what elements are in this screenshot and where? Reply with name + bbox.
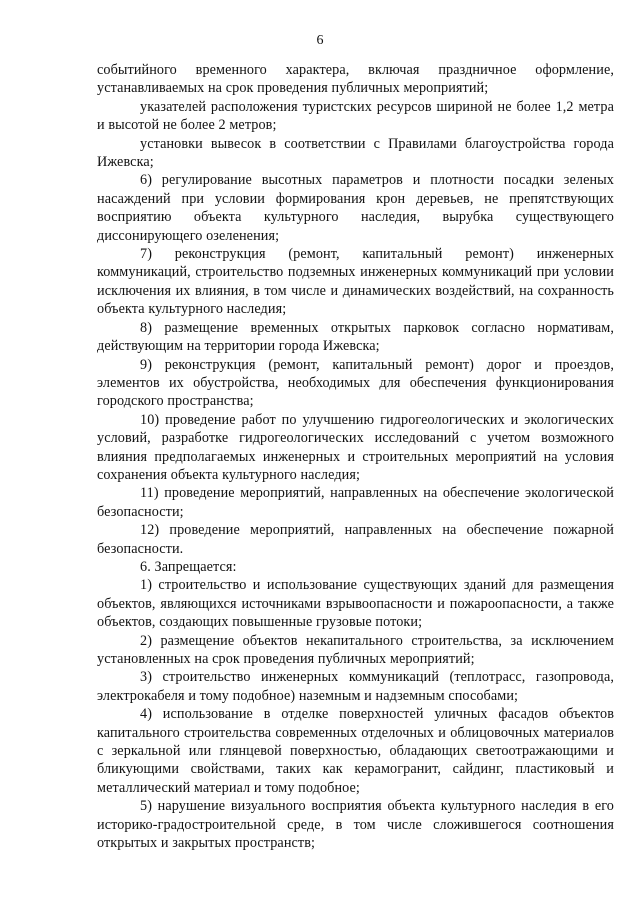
paragraph-tourist-signs: указателей расположения туристских ресурсов шириной не более 1,2 метра и высотой не более 2 метров; — [97, 98, 614, 134]
paragraph-prohibited-1: 1) строительство и использование существующих зданий для размещения объектов, являющихся источниками взрывоопасности и пожароопасности, а также объектов, создающих повышенные грузовые потоки; — [97, 577, 614, 631]
paragraph-item-8-parking: 8) размещение временных открытых парковок согласно нормативам, действующим на территории города Ижевска; — [97, 319, 614, 355]
paragraph-item-10-hydrogeology: 10) проведение работ по улучшению гидрогеологических и экологических условий, разработке гидрогеологических исследований с учетом возможного влияния предполагаемых инженерных и строительных мероприятий на условия сохранения объекта культурного наследия; — [97, 411, 614, 483]
paragraph-prohibited-2: 2) размещение объектов некапитального строительства, за исключением установленных на срок проведения публичных мероприятий; — [97, 632, 614, 667]
paragraph-continuation: событийного временного характера, включая праздничное оформление, устанавливаемых на срок проведения публичных мероприятий; — [97, 62, 614, 97]
paragraph-item-11-ecology: 11) проведение мероприятий, направленных на обеспечение экологической безопасности; — [97, 485, 614, 520]
paragraph-prohibited-3: 3) строительство инженерных коммуникаций (теплотрасс, газопровода, электрокабеля и тому подобное) наземным и надземным способами; — [97, 669, 614, 704]
page-number: 6 — [316, 33, 324, 48]
paragraph-item-9-roads: 9) реконструкция (ремонт, капитальный ремонт) дорог и проездов, элементов их обустройства, необходимых для обеспечения функционирования городского пространства; — [97, 356, 614, 410]
paragraph-item-6-greenery: 6) регулирование высотных параметров и плотности посадки зеленых насаждений при условии формирования крон деревьев, не препятствующих восприятию объекта культурного наследия, вырубка существующего диссонирующего озеленения; — [97, 172, 614, 244]
paragraph-prohibited-4: 4) использование в отделке поверхностей уличных фасадов объектов капитального строительства современных отделочных и облицовочных материалов с зеркальной или глянцевой поверхностью, обладающих светоотражающими и бликующими свойствами, таких как керамогранит, сайдинг, пластиковый и металлический материал и тому подобное; — [97, 706, 614, 796]
document-body — [97, 61, 614, 852]
paragraph-item-7-utilities: 7) реконструкция (ремонт, капитальный ремонт) инженерных коммуникаций, строительство подземных инженерных коммуникаций при условии исключения их влияния, в том числе и динамических воздействий, на сохранность объекта культурного наследия; — [97, 246, 614, 318]
section-heading-prohibited: 6. Запрещается: — [140, 558, 237, 575]
paragraph-signboards: установки вывесок в соответствии с Правилами благоустройства города Ижевска; — [97, 135, 614, 171]
paragraph-item-12-fire-safety: 12) проведение мероприятий, направленных на обеспечение пожарной безопасности. — [97, 522, 614, 557]
paragraph-prohibited-5: 5) нарушение визуального восприятия объекта культурного наследия в его историко-градостроительной среде, в том числе сложившегося соотношения открытых и закрытых пространств; — [97, 798, 614, 852]
